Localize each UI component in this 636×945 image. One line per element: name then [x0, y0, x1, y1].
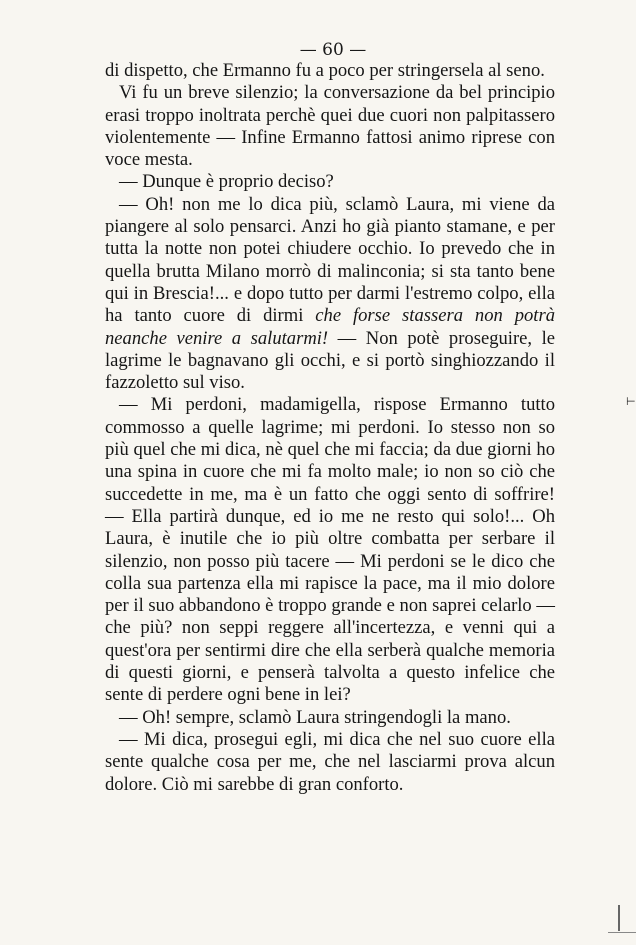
text-run: Vi fu un breve silenzio; la conversazione da bel principio erasi troppo inoltrata perchè quei due cuori non palpitassero violentemente — Infine Ermanno fattosi animo riprese con voce mesta.	[105, 82, 555, 171]
text-run: — Non potè proseguire, le lagrime le bagnavano gli occhi, e si portò singhiozzando il fazzoletto sul viso.	[105, 327, 556, 394]
body-text	[105, 60, 555, 796]
text-run: — Mi dica, prosegui egli, mi dica che nel suo cuore ella sente qualche cosa per me, che nel lasciarmi prova alcun dolore. Ciò mi sarebbe di gran conforto.	[105, 728, 555, 795]
paragraph	[105, 171, 555, 193]
page-number: — 60 —	[299, 40, 367, 60]
paragraph	[105, 60, 555, 82]
text-run: — Oh! non me lo dica più, sclamò Laura, mi viene da piangere al solo pensarci. Anzi ho già pianto stamane, e per tutta la notte non potei chiudere occhio. Io prevedo che in quella brutta Milano morrò di malinconia; si sta tanto bene qui in Brescia!... e dopo tutto per darmi l'estremo colpo, ella ha tanto cuore di dirmi	[105, 193, 555, 327]
text-run: di dispetto, che Ermanno fu a poco per stringersela al seno.	[105, 60, 545, 81]
paragraph	[105, 729, 555, 796]
text-run: — Oh! sempre, sclamò Laura stringendogli la mano.	[119, 706, 511, 728]
text-run: — Mi perdoni, madamigella, rispose Ermanno tutto commosso a quelle lagrime; mi perdoni. Io stesso non so più quel che mi dica, nè quel che mi faccia; da due giorni ho una spina in cuore che mi fa molto male; io non so ciò che succedette in me, ma è un fatto che oggi sento di soffrire! — Ella partirà dunque, ed io me ne resto qui solo!... Oh Laura, è inutile che io più oltre combatta per serbare il silenzio, non posso più tacere — Mi perdoni se le dico che colla sua partenza ella mi rapisce la pace, ma il mio dolore per il suo abbandono è troppo grande e non saprei celarlo — che più? non seppi reggere all'incertezza, e venni qui a quest'ora per sentirmi dire che ella serberà qualche memoria di questi giorni, e penserà talvolta a questo infelice che sente di perdere ogni bene in lei?	[105, 394, 555, 706]
paragraph	[105, 707, 555, 729]
corner-line	[608, 932, 636, 933]
corner-line	[618, 905, 620, 931]
paragraph	[105, 194, 555, 395]
text-run: — Dunque è proprio deciso?	[119, 171, 334, 193]
margin-mark-icon: ⊢	[626, 395, 636, 408]
paragraph	[105, 394, 555, 706]
italic-text-run: che forse stassera non potrà neanche venire a salutarmi!	[105, 305, 555, 349]
paragraph	[105, 82, 555, 171]
